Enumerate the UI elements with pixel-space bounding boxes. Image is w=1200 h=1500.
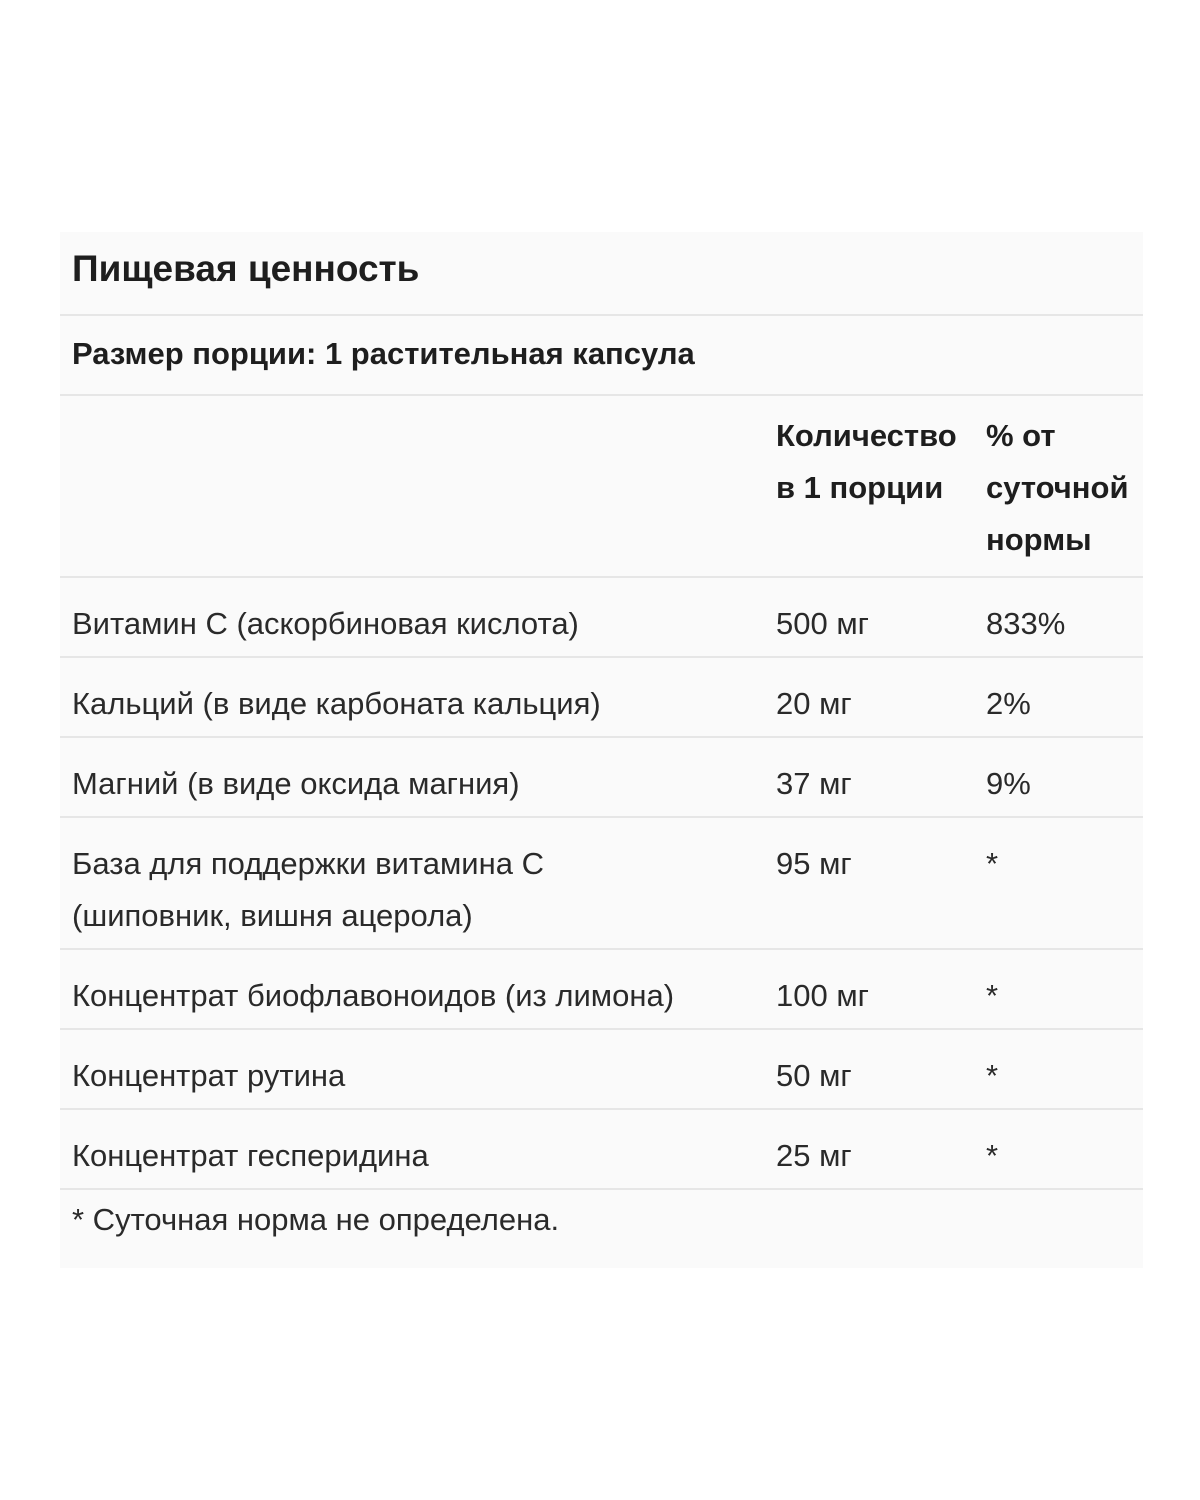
- nutrient-name: [72, 838, 544, 942]
- nutrient-name-line: (шиповник, вишня ацерола): [72, 898, 473, 933]
- table-row: [60, 950, 1143, 1030]
- table-title: Пищевая ценность: [72, 248, 420, 289]
- table-row: [60, 818, 1143, 950]
- header-amount: [776, 410, 957, 514]
- nutrition-facts-table: [60, 232, 1143, 1268]
- table-row: [60, 658, 1143, 738]
- header-dv-line: нормы: [986, 522, 1092, 557]
- header-dv-line: % от: [986, 418, 1056, 453]
- nutrient-daily-value: *: [986, 846, 999, 881]
- nutrient-name-line: Концентрат биофлавоноидов (из лимона): [72, 978, 675, 1013]
- nutrient-daily-value: *: [986, 978, 999, 1013]
- nutrient-amount: 500 мг: [776, 606, 869, 641]
- nutrient-name-line: Концентрат рутина: [72, 1058, 346, 1093]
- header-daily-value: [986, 410, 1129, 566]
- nutrient-amount: 25 мг: [776, 1138, 852, 1173]
- nutrient-name-line: Концентрат гесперидина: [72, 1138, 429, 1173]
- nutrient-name: [72, 598, 579, 650]
- header-amount-line: в 1 порции: [776, 470, 944, 505]
- nutrient-name: [72, 1130, 429, 1182]
- nutrient-daily-value: 2%: [986, 686, 1031, 721]
- header-dv-line: суточной: [986, 470, 1129, 505]
- nutrient-name: [72, 970, 674, 1022]
- serving-size: Размер порции: 1 растительная капсула: [72, 336, 695, 371]
- nutrient-name: [72, 678, 601, 730]
- header-amount-line: Количество: [776, 418, 957, 453]
- nutrient-name-line: Магний (в виде оксида магния): [72, 766, 520, 801]
- title-row: [60, 232, 1143, 316]
- nutrient-daily-value: *: [986, 1058, 999, 1093]
- nutrient-amount: 100 мг: [776, 978, 869, 1013]
- nutrient-name-line: Кальций (в виде карбоната кальция): [72, 686, 601, 721]
- nutrient-amount: 37 мг: [776, 766, 852, 801]
- table-row: [60, 578, 1143, 658]
- nutrient-daily-value: 9%: [986, 766, 1031, 801]
- table-row: [60, 1110, 1143, 1190]
- nutrient-daily-value: *: [986, 1138, 999, 1173]
- nutrient-amount: 95 мг: [776, 846, 852, 881]
- nutrient-amount: 50 мг: [776, 1058, 852, 1093]
- nutrient-name-line: База для поддержки витамина С: [72, 846, 544, 881]
- nutrient-name: [72, 1050, 345, 1102]
- column-header-row: [60, 396, 1143, 578]
- nutrient-amount: 20 мг: [776, 686, 852, 721]
- nutrient-name-line: Витамин С (аскорбиновая кислота): [72, 606, 579, 641]
- nutrient-daily-value: 833%: [986, 606, 1066, 641]
- footnote: * Суточная норма не определена.: [72, 1202, 560, 1237]
- table-row: [60, 1030, 1143, 1110]
- serving-size-row: [60, 316, 1143, 396]
- nutrient-name: [72, 758, 520, 810]
- table-row: [60, 738, 1143, 818]
